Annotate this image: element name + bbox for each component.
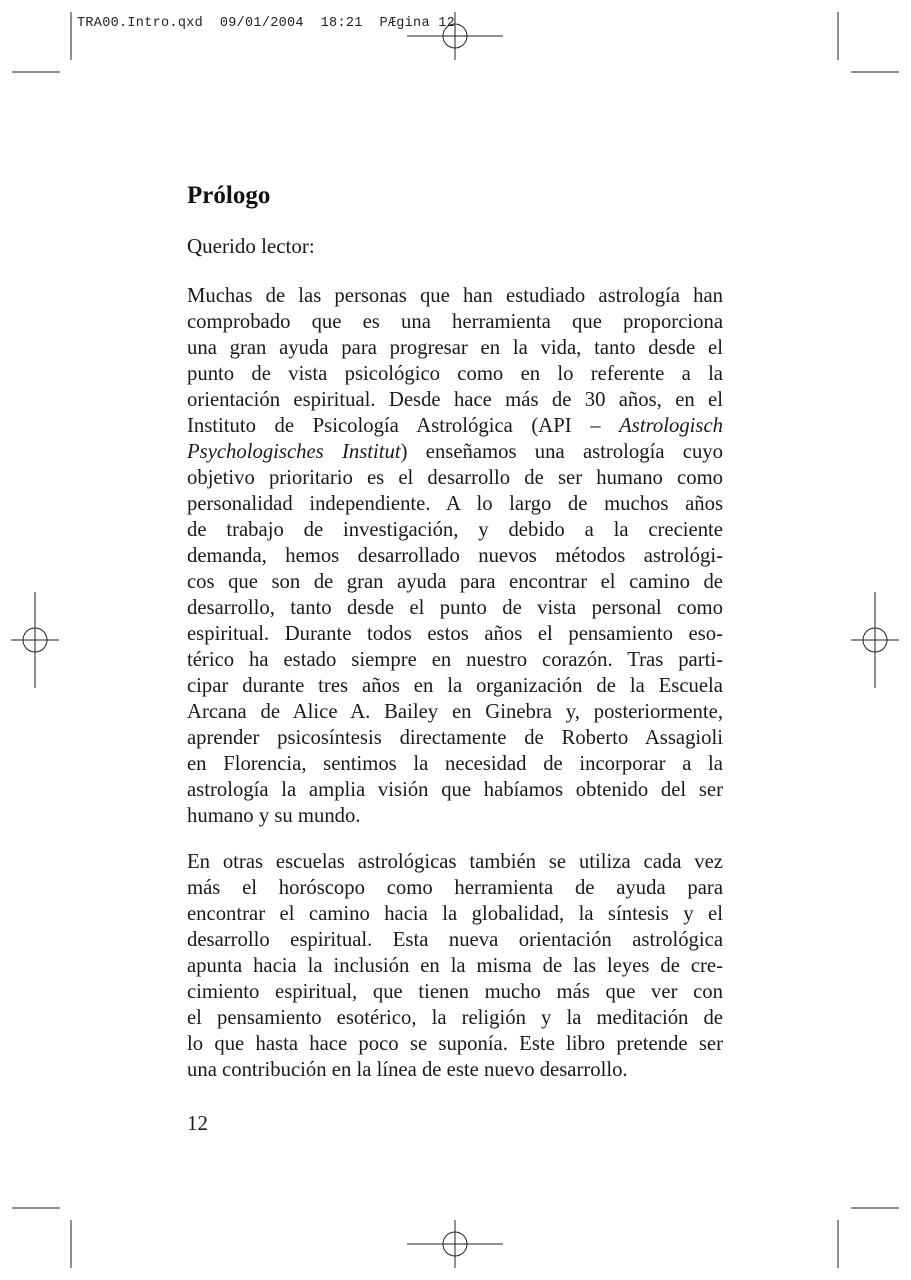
text-line: apunta hacia la inclusión en la misma de las leyes de cre- xyxy=(187,955,723,977)
registration-mark-left xyxy=(11,592,59,688)
text-line: astrología la amplia visión que habíamos obtenido del ser xyxy=(187,779,723,801)
text-line: aprender psicosíntesis directamente de Roberto Assagioli xyxy=(187,727,723,749)
registration-mark-top xyxy=(407,12,503,60)
text-line: Muchas de las personas que han estudiado astrología han xyxy=(187,285,723,307)
text-line: una contribución en la línea de este nuevo desarrollo. xyxy=(187,1059,628,1081)
text-line: cimiento espiritual, que tienen mucho más que ver con xyxy=(187,981,723,1003)
text-segment: Instituto de Psicología Astrológica (API – xyxy=(187,415,620,437)
text-line: En otras escuelas astrológicas también se utiliza cada vez xyxy=(187,851,723,873)
text-line: desarrollo, tanto desde el punto de vista personal como xyxy=(187,597,723,619)
text-line: más el horóscopo como herramienta de ayuda para xyxy=(187,877,723,899)
text-line: espiritual. Durante todos estos años el pensamiento eso- xyxy=(187,623,723,645)
text-line: de trabajo de investigación, y debido a la creciente xyxy=(187,519,723,541)
text-line: desarrollo espiritual. Esta nueva orientación astrológica xyxy=(187,929,723,951)
text-line: demanda, hemos desarrollado nuevos métodos astrológi- xyxy=(187,545,723,567)
text-line: cipar durante tres años en la organización de la Escuela xyxy=(187,675,723,697)
text-line: objetivo prioritario es el desarrollo de ser humano como xyxy=(187,467,723,489)
text-segment: ) enseñamos una astrología cuyo xyxy=(400,441,723,463)
text-line: Arcana de Alice A. Bailey en Ginebra y, posteriormente, xyxy=(187,701,723,723)
text-line: punto de vista psicológico como en lo referente a la xyxy=(187,363,723,385)
text-line xyxy=(187,439,723,465)
print-slug: TRA00.Intro.qxd 09/01/2004 18:21 PÆgina 12 xyxy=(77,16,456,31)
italic-institute-name-part-1: Astrologisch xyxy=(619,415,723,437)
text-line: comprobado que es una herramienta que proporciona xyxy=(187,311,723,333)
text-line: humano y su mundo. xyxy=(187,805,361,827)
registration-mark-bottom xyxy=(407,1220,503,1268)
text-line: térico ha estado siempre en nuestro corazón. Tras parti- xyxy=(187,649,723,671)
page-title: Prólogo xyxy=(187,182,271,209)
text-line: una gran ayuda para progresar en la vida, tanto desde el xyxy=(187,337,723,359)
text-line: en Florencia, sentimos la necesidad de incorporar a la xyxy=(187,753,723,775)
text-line: personalidad independiente. A lo largo de muchos años xyxy=(187,493,723,515)
text-line: orientación espiritual. Desde hace más de 30 años, en el xyxy=(187,389,723,411)
text-line: encontrar el camino hacia la globalidad, la síntesis y el xyxy=(187,903,723,925)
salutation: Querido lector: xyxy=(187,234,315,258)
text-line xyxy=(187,413,723,439)
italic-institute-name-part-2: Psychologisches Institut xyxy=(187,441,401,463)
registration-mark-right xyxy=(851,592,899,688)
paragraph-1 xyxy=(187,283,723,829)
text-line: el pensamiento esotérico, la religión y la meditación de xyxy=(187,1007,723,1029)
paragraph-2 xyxy=(187,849,723,1083)
text-line: lo que hasta hace poco se suponía. Este libro pretende ser xyxy=(187,1033,723,1055)
page-number: 12 xyxy=(187,1111,208,1135)
text-line: cos que son de gran ayuda para encontrar el camino de xyxy=(187,571,723,593)
